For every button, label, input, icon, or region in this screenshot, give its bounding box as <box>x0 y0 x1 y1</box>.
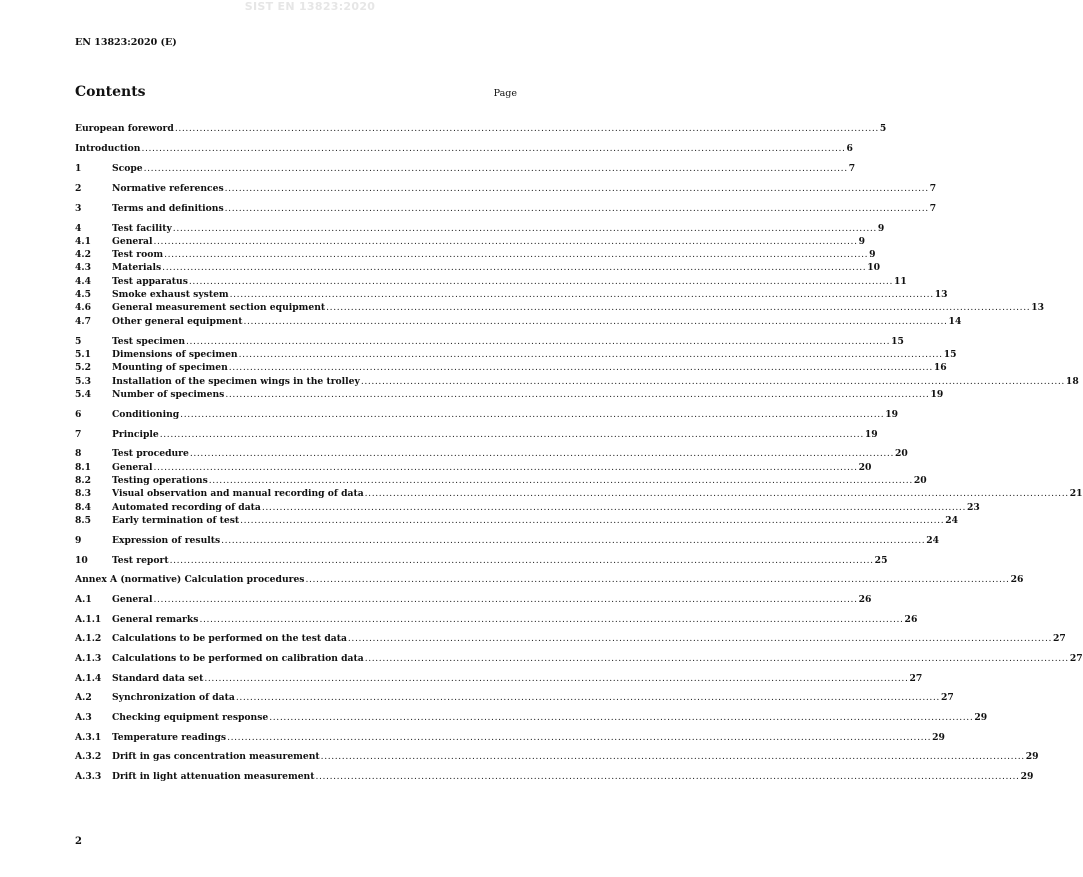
toc-entry-page: 25 <box>874 555 888 566</box>
toc-entry-title: Smoke exhaust system <box>112 289 229 300</box>
toc-entry-page: 26 <box>1010 574 1024 585</box>
toc-entry-title: Test procedure <box>112 448 189 459</box>
toc-entry-page: 7 <box>929 183 937 194</box>
toc-entry-page: 16 <box>933 362 947 373</box>
toc-dot-leader: ........................................................................................................................................................................................................ <box>224 203 929 214</box>
toc-entry-number: 10 <box>75 555 88 566</box>
toc-dot-leader: ........................................................................................................................................................................................................ <box>153 462 858 473</box>
contents-title: Contents <box>75 84 146 100</box>
toc-dot-leader: ........................................................................................................................................................................................................ <box>143 163 848 174</box>
toc-entry-title: Other general equipment <box>112 316 243 327</box>
toc-entry-title: Early termination of test <box>112 515 240 526</box>
toc-entry[interactable] <box>75 409 899 421</box>
toc-entry-page: 29 <box>1025 751 1039 762</box>
toc-entry-page: 14 <box>948 316 962 327</box>
toc-dot-leader: ........................................................................................................................................................................................................ <box>199 614 904 625</box>
toc-entry-title: Calculations to be performed on calibration data <box>112 653 364 664</box>
toc-entry-number: 5.2 <box>75 362 91 373</box>
toc-entry-number: A.3.1 <box>75 732 102 743</box>
toc-entry-page: 19 <box>885 409 899 420</box>
toc-entry[interactable] <box>75 574 1024 586</box>
toc-entry-number: 3 <box>75 203 82 214</box>
toc-entry-number: 8.1 <box>75 462 91 473</box>
toc-dot-leader: ........................................................................................................................................................................................................ <box>164 249 869 260</box>
toc-entry-number: A.1.1 <box>75 614 102 625</box>
toc-dot-leader: ........................................................................................................................................................................................................ <box>261 502 966 513</box>
toc-entry[interactable] <box>75 389 944 401</box>
toc-entry-number: 5 <box>75 336 82 347</box>
toc-entry[interactable] <box>75 555 888 567</box>
watermark: SIST EN 13823:2020 <box>244 0 376 13</box>
toc-dot-leader: ........................................................................................................................................................................................................ <box>305 574 1010 585</box>
toc-entry[interactable] <box>75 183 937 195</box>
toc-entry-title: Testing operations <box>112 475 208 486</box>
toc-entry-page: 27 <box>909 673 923 684</box>
toc-entry-title: Terms and definitions <box>112 203 224 214</box>
toc-dot-leader: ........................................................................................................................................................................................................ <box>364 488 1069 499</box>
toc-entry[interactable] <box>75 302 1045 314</box>
toc-dot-leader: ........................................................................................................................................................................................................ <box>188 276 893 287</box>
toc-dot-leader: ........................................................................................................................................................................................................ <box>227 732 932 743</box>
toc-entry-title: Mounting of specimen <box>112 362 228 373</box>
toc-entry[interactable] <box>75 163 856 175</box>
toc-entry-page: 19 <box>930 389 944 400</box>
toc-entry-title: Automated recording of data <box>112 502 261 513</box>
toc-entry-page: 20 <box>894 448 908 459</box>
toc-entry-title: Standard data set <box>112 673 204 684</box>
toc-entry-title: Conditioning <box>112 409 180 420</box>
toc-entry-title: Test apparatus <box>112 276 188 287</box>
toc-entry-page: 27 <box>1069 653 1083 664</box>
toc-entry-number: 2 <box>75 183 82 194</box>
toc-entry-number: A.2 <box>75 692 92 703</box>
toc-entry-number: A.3.2 <box>75 751 102 762</box>
toc-entry-title: Temperature readings <box>112 732 227 743</box>
toc-entry[interactable] <box>75 236 866 248</box>
toc-entry[interactable] <box>75 336 904 348</box>
toc-dot-leader: ........................................................................................................................................................................................................ <box>320 751 1025 762</box>
toc-entry-page: 26 <box>858 594 872 605</box>
toc-dot-leader: ........................................................................................................................................................................................................ <box>159 429 864 440</box>
toc-entry-title: Expression of results <box>112 535 221 546</box>
toc-entry[interactable] <box>75 429 878 441</box>
toc-entry-page: 23 <box>966 502 980 513</box>
toc-dot-leader: ........................................................................................................................................................................................................ <box>364 653 1069 664</box>
toc-entry-page: 11 <box>893 276 907 287</box>
toc-dot-leader: ........................................................................................................................................................................................................ <box>169 555 874 566</box>
toc-dot-leader: ........................................................................................................................................................................................................ <box>240 515 945 526</box>
toc-entry[interactable] <box>75 143 853 155</box>
toc-entry[interactable] <box>75 475 927 487</box>
toc-entry[interactable] <box>75 653 1083 665</box>
toc-entry[interactable] <box>75 594 872 606</box>
toc-entry[interactable] <box>75 462 872 474</box>
toc-entry-number: 4.7 <box>75 316 91 327</box>
toc-entry-number: A.1 <box>75 594 92 605</box>
toc-entry-title: Materials <box>112 262 162 273</box>
toc-entry-page: 27 <box>1053 633 1066 644</box>
toc-entry-page: 9 <box>869 249 876 260</box>
toc-entry-title: General measurement section equipment <box>112 302 326 313</box>
toc-entry[interactable] <box>75 376 1079 388</box>
toc-entry[interactable] <box>75 633 1066 645</box>
toc-entry-page: 20 <box>913 475 927 486</box>
toc-entry[interactable] <box>75 488 1083 500</box>
toc-entry-page: 27 <box>940 692 954 703</box>
toc-entry-title: General <box>112 236 153 247</box>
toc-dot-leader: ........................................................................................................................................................................................................ <box>360 376 1065 387</box>
toc-entry-number: 9 <box>75 535 82 546</box>
toc-entry-page: 20 <box>858 462 872 473</box>
toc-entry-page: 19 <box>864 429 878 440</box>
toc-entry-page: 26 <box>904 614 918 625</box>
toc-entry-number: A.1.2 <box>75 633 102 644</box>
toc-entry[interactable] <box>75 535 940 547</box>
toc-dot-leader: ........................................................................................................................................................................................................ <box>238 349 943 360</box>
toc-entry-number: 1 <box>75 163 82 174</box>
toc-entry-number: 5.4 <box>75 389 91 400</box>
toc-dot-leader: ........................................................................................................................................................................................................ <box>315 771 1020 782</box>
toc-dot-leader: ........................................................................................................................................................................................................ <box>186 336 891 347</box>
toc-entry-number: 4.4 <box>75 276 91 287</box>
toc-entry[interactable] <box>75 771 1034 783</box>
toc-entry-number: 8 <box>75 448 82 459</box>
toc-entry-title: Installation of the specimen wings in the trolley <box>112 376 360 387</box>
toc-entry-title: Synchronization of data <box>112 692 235 703</box>
toc-entry-number: 6 <box>75 409 82 420</box>
toc-entry[interactable] <box>75 316 962 328</box>
toc-dot-leader: ........................................................................................................................................................................................................ <box>269 712 974 723</box>
toc-entry[interactable] <box>75 203 937 215</box>
toc-entry[interactable] <box>75 289 948 301</box>
toc-entry-number: 8.3 <box>75 488 91 499</box>
toc-entry-number: 8.2 <box>75 475 91 486</box>
toc-entry-number: 4.3 <box>75 262 91 273</box>
toc-entry-page: 21 <box>1069 488 1083 499</box>
toc-dot-leader: ........................................................................................................................................................................................................ <box>208 475 913 486</box>
toc-entry[interactable] <box>75 349 957 361</box>
toc-entry[interactable] <box>75 502 980 514</box>
toc-entry-page: 29 <box>932 732 945 743</box>
toc-entry-page: 6 <box>846 143 853 154</box>
toc-dot-leader: ........................................................................................................................................................................................................ <box>180 409 885 420</box>
toc-entry-title: Annex A (normative) Calculation procedures <box>75 574 305 585</box>
toc-entry-title: Dimensions of specimen <box>112 349 238 360</box>
toc-entry-number: A.1.3 <box>75 653 102 664</box>
toc-entry-page: 9 <box>877 223 885 234</box>
toc-dot-leader: ........................................................................................................................................................................................................ <box>221 535 926 546</box>
toc-dot-leader: ........................................................................................................................................................................................................ <box>224 183 929 194</box>
toc-entry[interactable] <box>75 249 876 261</box>
toc-entry-title: General <box>112 462 153 473</box>
toc-entry-page: 10 <box>867 262 881 273</box>
toc-entry-title: General <box>112 594 153 605</box>
toc-entry-title: Test specimen <box>112 336 186 347</box>
toc-entry-page: 29 <box>1020 771 1034 782</box>
toc-entry-title: Principle <box>112 429 159 440</box>
toc-dot-leader: ........................................................................................................................................................................................................ <box>228 362 933 373</box>
toc-entry-number: 4.1 <box>75 236 91 247</box>
toc-dot-leader: ........................................................................................................................................................................................................ <box>189 448 894 459</box>
toc-dot-leader: ........................................................................................................................................................................................................ <box>243 316 948 327</box>
toc-dot-leader: ........................................................................................................................................................................................................ <box>162 262 867 273</box>
toc-entry-title: Calculations to be performed on the test data <box>112 633 347 644</box>
toc-entry-number: 5.3 <box>75 376 91 387</box>
toc-entry-title: General remarks <box>112 614 199 625</box>
toc-entry-title: European foreword <box>75 123 174 134</box>
toc-entry-title: Drift in light attenuation measurement <box>112 771 315 782</box>
toc-entry[interactable] <box>75 712 988 724</box>
toc-entry[interactable] <box>75 614 918 626</box>
toc-entry-page: 7 <box>848 163 856 174</box>
toc-entry-title: Number of specimens <box>112 389 225 400</box>
toc-entry[interactable] <box>75 448 908 460</box>
toc-entry-page: 29 <box>974 712 988 723</box>
toc-entry-number: 8.4 <box>75 502 91 513</box>
toc-entry-number: A.3.3 <box>75 771 102 782</box>
toc-entry-title: Test room <box>112 249 164 260</box>
toc-entry-number: 4 <box>75 223 82 234</box>
toc-entry[interactable] <box>75 123 887 135</box>
toc-entry[interactable] <box>75 732 945 744</box>
toc-entry[interactable] <box>75 515 959 527</box>
toc-entry-page: 13 <box>934 289 948 300</box>
toc-dot-leader: ........................................................................................................................................................................................................ <box>153 594 858 605</box>
toc-dot-leader: ........................................................................................................................................................................................................ <box>174 123 879 134</box>
toc-dot-leader: ........................................................................................................................................................................................................ <box>347 633 1052 644</box>
toc-entry-title: Scope <box>112 163 143 174</box>
toc-entry[interactable] <box>75 276 907 288</box>
toc-entry-page: 15 <box>943 349 957 360</box>
toc-entry-title: Introduction <box>75 143 141 154</box>
toc-dot-leader: ........................................................................................................................................................................................................ <box>204 673 909 684</box>
toc-entry-page: 24 <box>926 535 940 546</box>
toc-entry-number: 5.1 <box>75 349 91 360</box>
toc-entry-title: Checking equipment response <box>112 712 269 723</box>
toc-entry-page: 13 <box>1031 302 1045 313</box>
toc-dot-leader: ........................................................................................................................................................................................................ <box>141 143 846 154</box>
toc-entry-title: Test facility <box>112 223 172 234</box>
toc-entry[interactable] <box>75 223 885 235</box>
toc-entry[interactable] <box>75 362 947 374</box>
toc-entry[interactable] <box>75 692 954 704</box>
toc-dot-leader: ........................................................................................................................................................................................................ <box>153 236 858 247</box>
toc-entry-page: 15 <box>891 336 904 347</box>
toc-entry-page: 18 <box>1065 376 1079 387</box>
toc-entry-number: 4.2 <box>75 249 91 260</box>
toc-dot-leader: ........................................................................................................................................................................................................ <box>229 289 934 300</box>
toc-dot-leader: ........................................................................................................................................................................................................ <box>225 389 930 400</box>
toc-dot-leader: ........................................................................................................................................................................................................ <box>172 223 877 234</box>
toc-entry[interactable] <box>75 751 1039 763</box>
toc-entry-page: 9 <box>858 236 866 247</box>
toc-entry-title: Visual observation and manual recording of data <box>112 488 364 499</box>
toc-entry-title: Drift in gas concentration measurement <box>112 751 320 762</box>
toc-entry-title: Test report <box>112 555 169 566</box>
toc-entry-number: 8.5 <box>75 515 91 526</box>
toc-entry-number: A.3 <box>75 712 92 723</box>
toc-entry[interactable] <box>75 262 881 274</box>
page-column-heading: Page <box>493 88 517 99</box>
toc-dot-leader: ........................................................................................................................................................................................................ <box>326 302 1031 313</box>
toc-dot-leader: ........................................................................................................................................................................................................ <box>235 692 940 703</box>
toc-entry-number: 4.6 <box>75 302 91 313</box>
toc-entry-page: 24 <box>945 515 959 526</box>
toc-entry-page: 7 <box>929 203 937 214</box>
toc-entry-number: 4.5 <box>75 289 91 300</box>
toc-entry-title: Normative references <box>112 183 224 194</box>
toc-entry[interactable] <box>75 673 923 685</box>
toc-entry-number: A.1.4 <box>75 673 102 684</box>
toc-entry-page: 5 <box>879 123 887 134</box>
footer-page-number: 2 <box>75 836 82 847</box>
document-id: EN 13823:2020 (E) <box>75 37 177 48</box>
toc-entry-number: 7 <box>75 429 82 440</box>
